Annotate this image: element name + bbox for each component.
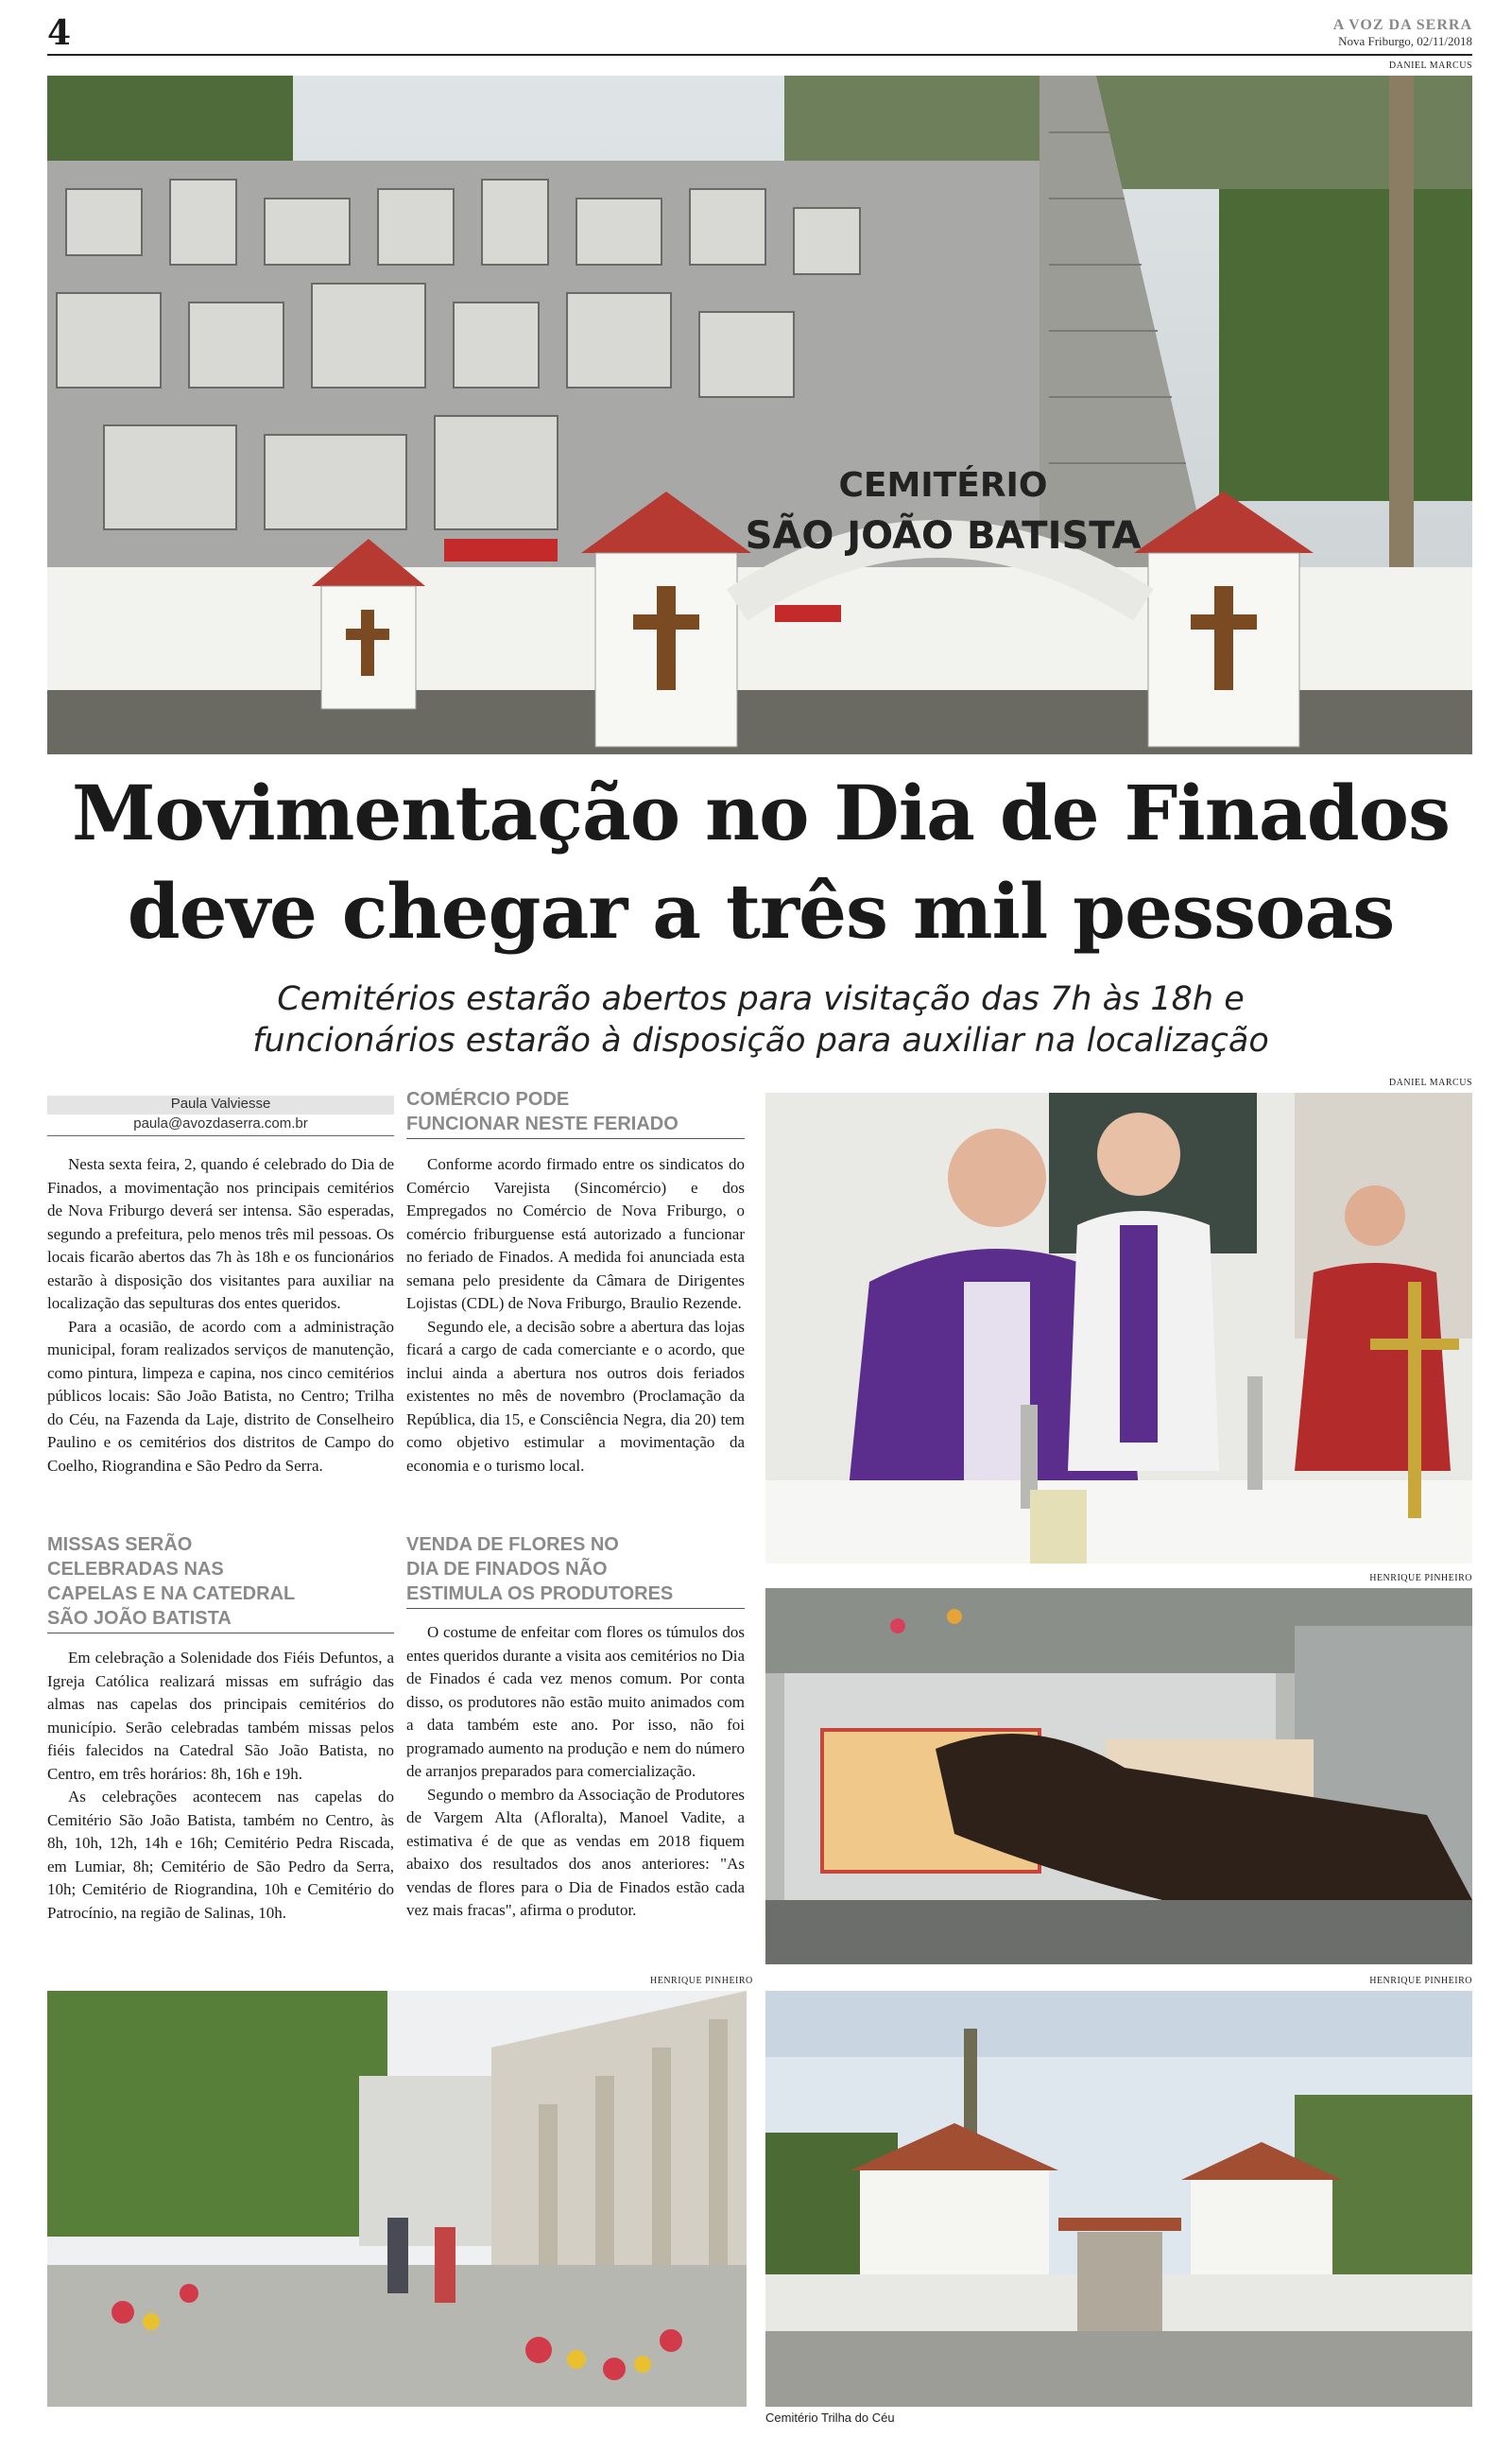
sign-cemiterio: CEMITÉRIO (838, 466, 1048, 505)
photo-credit-main: DANIEL MARCUS (1388, 60, 1472, 71)
photo-flower-market (47, 1991, 747, 2407)
subhead-line-1: Cemitérios estarão abertos para visitação das 7h às 18h e (277, 980, 1245, 1018)
paragraph: As celebrações acontecem nas capelas do Cemitério São João Batista, também no Centro, às 8h, 10h, 12h, 14h e 16h; Cemitério Pedra Riscada, em Lumiar, 8h; Cemitério de São Pedro da Serra, 10h; Cemitério de Riograndina, 10h e Cemitério do Patrocínio, na região de Salinas, 10h. (47, 1788, 394, 1922)
flower-market-illustration (47, 1991, 747, 2407)
dateline: Nova Friburgo, 02/11/2018 (1338, 34, 1472, 48)
photo-credit-flowers: HENRIQUE PINHEIRO (1369, 1573, 1472, 1583)
section-title-comercio (406, 1087, 745, 1139)
paragraph: Conforme acordo firmado entre os sindicatos do Comércio Varejista (Sincomércio) e dos Empregados no Comércio de Nova Friburgo, o comércio friburguense está autorizado a funcionar no feriado de Finados. A medida foi anunciada esta semana pelo presidente da Câmara de Dirigentes Lojistas (CDL) de Nova Friburgo, Braulio Rezende. (406, 1155, 745, 1312)
section-title-line: ESTIMULA OS PRODUTORES (406, 1583, 674, 1604)
photo-credit-trilha: HENRIQUE PINHEIRO (1369, 1976, 1472, 1986)
photo-cemetery-main (47, 76, 1472, 754)
section-title-line: SÃO JOÃO BATISTA (47, 1608, 232, 1629)
paragraph: Em celebração a Solenidade dos Fiéis Defuntos, a Igreja Católica realizará missas em sufrágio das almas nas capelas dos principais cemitérios do município. Serão celebradas também missas pelos fiéis falecidos na Catedral São João Batista, no Centro, em três horários: 8h, 16h e 19h. (47, 1649, 394, 1783)
sign-sao-joao-batista: SÃO JOÃO BATISTA (745, 514, 1142, 558)
photo-credit-market: HENRIQUE PINHEIRO (650, 1976, 753, 1986)
header-rule (47, 54, 1472, 56)
page-number: 4 (47, 13, 72, 53)
photo-credit-mass: DANIEL MARCUS (1388, 1078, 1472, 1088)
section-title-line: COMÉRCIO PODE (406, 1089, 570, 1110)
headline-line-1: Movimentação no Dia de Finados (71, 769, 1451, 857)
article-subhead (57, 978, 1465, 1062)
trilha-illustration (765, 1991, 1472, 2407)
photo-mass (765, 1093, 1472, 1564)
section-title-line: FUNCIONAR NESTE FERIADO (406, 1114, 679, 1134)
newspaper-brand: A VOZ DA SERRA (1332, 17, 1472, 33)
flowers-hand-illustration (765, 1588, 1472, 1964)
photo-flowers-hand (765, 1588, 1472, 1964)
paragraph: Nesta sexta feira, 2, quando é celebrado do Dia de Finados, a movimentação nos principais cemitérios de Nova Friburgo deverá ser intensa. São esperadas, segundo a prefeitura, pelo menos três mil pessoas. Os locais ficarão abertos das 7h às 18h e os funcionários estarão à disposição dos visitantes para auxiliar na localização das sepulturas dos entes queridos. (47, 1155, 394, 1312)
photo-trilha-do-ceu (765, 1991, 1472, 2407)
caption-trilha: Cemitério Trilha do Céu (765, 2411, 895, 2425)
cemetery-illustration (47, 76, 1472, 754)
byline-name: Paula Valviesse (47, 1096, 394, 1115)
section-text-missas (47, 1647, 394, 1925)
section-title-line: CELEBRADAS NAS (47, 1559, 224, 1580)
mass-illustration (765, 1093, 1472, 1564)
masthead (1333, 17, 1472, 49)
section-title-line: MISSAS SERÃO (47, 1534, 193, 1555)
headline-line-2: deve chegar a três mil pessoas (127, 867, 1395, 956)
subhead-line-2: funcionários estarão à disposição para auxiliar na localização (252, 1022, 1269, 1060)
section-title-missas (47, 1532, 394, 1633)
section-title-line: DIA DE FINADOS NÃO (406, 1559, 608, 1580)
byline-email[interactable]: paula@avozdaserra.com.br (47, 1115, 394, 1136)
article-headline (38, 764, 1484, 960)
paragraph: Segundo o membro da Associação de Produtores de Vargem Alta (Afloralta), Manoel Vadite, a estimativa é de que as vendas em 2018 fiquem abaixo dos resultados dos anos anteriores: "As vendas de flores para o Dia de Finados estão cada vez mais fracas", afirma o produtor. (406, 1785, 745, 1919)
section-title-line: VENDA DE FLORES NO (406, 1534, 619, 1555)
paragraph: Para a ocasião, de acordo com a administração municipal, foram realizados serviços de manutenção, como pintura, limpeza e capina, nos cinco cemitérios públicos locais: São João Batista, no Centro; Trilha do Céu, na Fazenda da Laje, distrito de Conselheiro Paulino e os cemitérios dos distritos de Campo do Coelho, Riograndina e São Pedro da Serra. (47, 1317, 394, 1475)
section-title-line: CAPELAS E NA CATEDRAL (47, 1583, 296, 1604)
paragraph: O costume de enfeitar com flores os túmulos dos entes queridos durante a visita aos cemitérios no Dia de Finados é cada vez menos comum. Por conta disso, os produtores não estão muito animados com a data também este ano. Por isso, não foi programado aumento na produção e nem do número de arranjos preparados para comercialização. (406, 1623, 745, 1780)
section-text-flores (406, 1621, 745, 1923)
intro-text (47, 1153, 394, 1478)
section-title-flores (406, 1532, 745, 1609)
paragraph: Segundo ele, a decisão sobre a abertura das lojas ficará a cargo de cada comerciante e o acordo, que inclui ainda a abertura nos outros dois feriados existentes no mês de novembro (Proclamação da República, dia 15, e Consciência Negra, dia 20) tem como objetivo estimular a movimentação da economia e o turismo local. (406, 1317, 745, 1475)
section-text-comercio (406, 1153, 745, 1478)
